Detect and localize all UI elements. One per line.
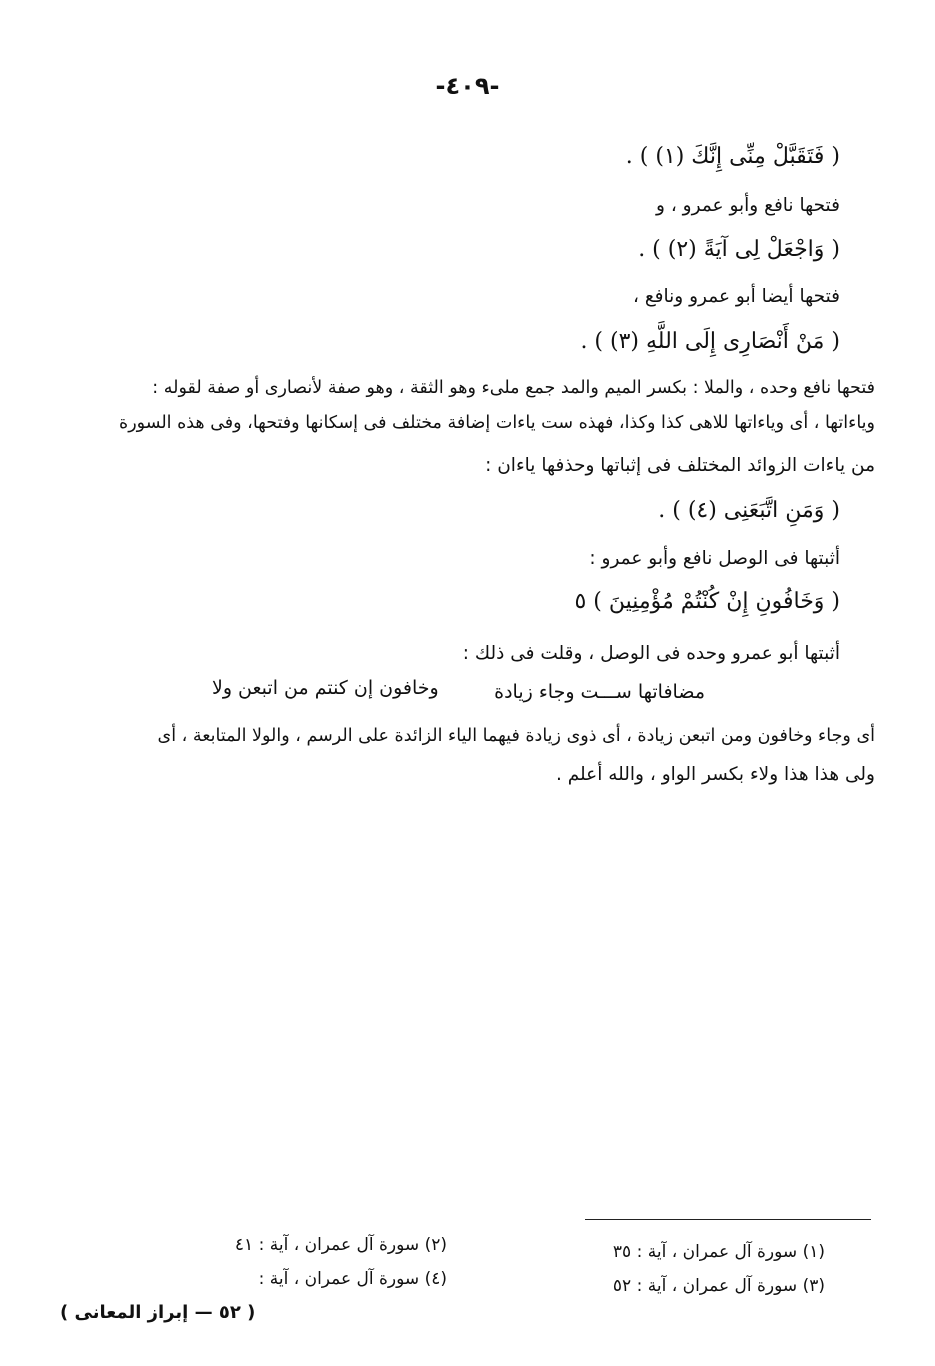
verse-line-11: ( وَخَافُونِ إِنْ كُنْتُمْ مُؤْمِنِينَ ) ٥: [574, 589, 840, 614]
verse-line-3: ( وَاجْعَلْ لِى آيَةً (٢) ) .: [638, 237, 840, 262]
verse-line-1: ( فَتَقَبَّلْ مِنِّى إِنَّكَ (١) ) .: [625, 144, 840, 169]
verse-line-9: ( وَمَنِ اتَّبَعَنِى (٤) ) .: [658, 498, 840, 523]
text-line-12: أثبتها أبو عمرو وحده فى الوصل ، وقلت فى ذلك :: [462, 643, 840, 664]
text-line-10: أثبتها فى الوصل نافع وأبو عمرو :: [589, 548, 840, 569]
footnote-3: (٣) سورة آل عمران ، آية : ٥٢: [612, 1276, 825, 1296]
poem-hemistich-left: وخافون إن كنتم من اتبعن ولا: [212, 677, 439, 699]
paragraph-line-7: وياءاتها ، أى وياءاتها للاهى كذا وكذا، فهذه ست ياءات إضافة مختلف فى إسكانها وفتحها، وفى هذه السورة: [119, 413, 875, 433]
paragraph-line-13: أى وجاء وخافون ومن اتبعن زيادة ، أى ذوى زيادة فيهما الياء الزائدة على الرسم ، والولا المتابعة ، أى: [157, 726, 875, 746]
poem-hemistich-right: مضافاتها ســـت وجاء زيادة: [494, 681, 705, 703]
footnote-divider: [585, 1219, 871, 1220]
verse-line-5: ( مَنْ أَنْصَارِى إِلَى اللَّهِ (٣) ) .: [580, 329, 840, 354]
footnote-4: (٤) سورة آل عمران ، آية :: [258, 1269, 447, 1289]
page-number: -٤٠٩-: [435, 72, 500, 100]
text-line-2: فتحها نافع وأبو عمرو ، و: [656, 195, 840, 216]
paragraph-line-8: من ياءات الزوائد المختلف فى إثباتها وحذفها ياءان :: [485, 455, 875, 476]
paragraph-line-14: ولى هذا هذا ولاء بكسر الواو ، والله أعلم .: [555, 764, 875, 785]
footnote-1: (١) سورة آل عمران ، آية : ٣٥: [612, 1242, 825, 1262]
text-line-4: فتحها أيضا أبو عمرو ونافع ،: [632, 286, 840, 307]
book-signature: ( ٥٢ — إبراز المعانى ): [60, 1302, 256, 1323]
paragraph-line-6: فتحها نافع وحده ، والملا : بكسر الميم والمد جمع ملىء وهو الثقة ، وهو صفة لأنصارى أو صفة لقوله :: [152, 378, 875, 398]
footnote-2: (٢) سورة آل عمران ، آية : ٤١: [234, 1235, 447, 1255]
